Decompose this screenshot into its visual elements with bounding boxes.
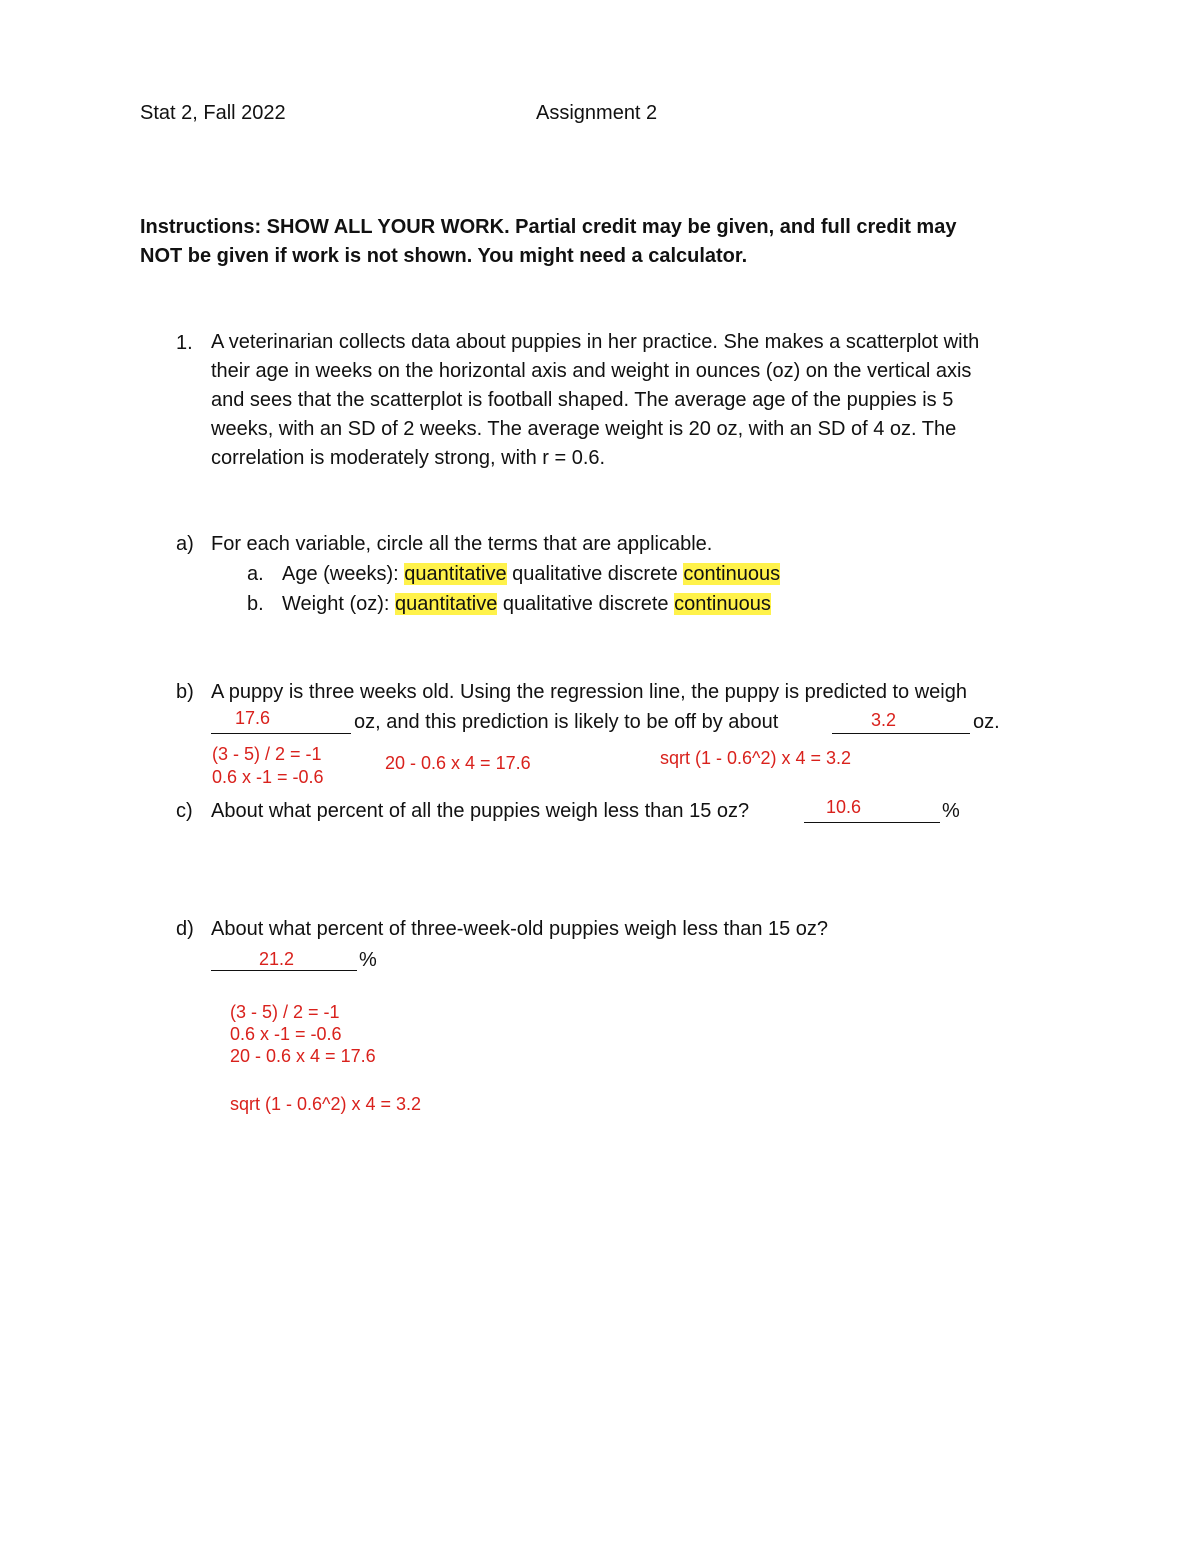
variable-name: Weight (oz): (282, 593, 390, 615)
variable-name: Age (weeks): (282, 563, 399, 585)
course-title: Stat 2, Fall 2022 (140, 102, 286, 124)
answer-blank-weight (211, 733, 351, 734)
answer-blank-percent-three-week (211, 970, 357, 971)
term-discrete: discrete (607, 563, 678, 585)
item-a-label: a. (247, 563, 264, 585)
part-b-line-1: A puppy is three weeks old. Using the regression line, the puppy is predicted to weigh (211, 681, 967, 703)
work-z-score: (3 - 5) / 2 = -1 (212, 744, 322, 764)
term-continuous-highlighted: continuous (674, 593, 771, 615)
work-line: (3 - 5) / 2 = -1 (230, 1002, 340, 1022)
part-b-label: b) (176, 681, 194, 703)
age-variable-row (282, 562, 780, 586)
assignment-title: Assignment 2 (536, 102, 658, 124)
part-a-prompt: For each variable, circle all the terms that are applicable. (211, 533, 713, 555)
part-a-label: a) (176, 533, 194, 555)
answer-percent-three-week: 21.2 (259, 949, 295, 969)
term-quantitative-highlighted: quantitative (404, 563, 507, 585)
term-quantitative-highlighted: quantitative (395, 593, 498, 615)
answer-blank-error (832, 733, 970, 734)
answer-error: 3.2 (871, 710, 897, 730)
question-1-line: weeks, with an SD of 2 weeks. The average weight is 20 oz, with an SD of 4 oz. The (211, 418, 957, 440)
part-d-prompt: About what percent of three-week-old puppies weigh less than 15 oz? (211, 918, 829, 940)
answer-percent-all: 10.6 (826, 797, 862, 817)
answer-weight: 17.6 (235, 708, 271, 728)
term-qualitative: qualitative (512, 563, 603, 585)
part-c-prompt: About what percent of all the puppies weigh less than 15 oz? (211, 800, 750, 822)
part-b-mid-text: oz, and this prediction is likely to be off by about (354, 711, 779, 733)
work-predicted-z: 0.6 x -1 = -0.6 (212, 767, 324, 787)
question-1-text (211, 328, 1071, 473)
instructions-line-2: NOT be given if work is not shown. You might need a calculator. (140, 245, 748, 267)
weight-variable-row (282, 592, 771, 616)
instructions-line-1: Instructions: SHOW ALL YOUR WORK. Partial credit may be given, and full credit may (140, 216, 957, 238)
term-discrete: discrete (598, 593, 669, 615)
item-b-label: b. (247, 593, 264, 615)
question-1-line: correlation is moderately strong, with r = 0.6. (211, 447, 606, 469)
part-d-label: d) (176, 918, 194, 940)
term-continuous-highlighted: continuous (683, 563, 781, 585)
question-1-line: A veterinarian collects data about puppies in her practice. She makes a scatterplot with (211, 331, 980, 353)
part-c-label: c) (176, 800, 193, 822)
part-b-end-text: oz. (973, 711, 1000, 733)
work-predicted-weight: 20 - 0.6 x 4 = 17.6 (385, 753, 531, 773)
question-1-line: their age in weeks on the horizontal axis and weight in ounces (oz) on the vertical axis (211, 360, 972, 382)
term-qualitative: qualitative (502, 593, 593, 615)
question-1-line: and sees that the scatterplot is football shaped. The average age of the puppies is 5 (211, 389, 954, 411)
question-number: 1. (176, 332, 193, 354)
work-line: 0.6 x -1 = -0.6 (230, 1024, 342, 1044)
part-d-percent-sign: % (359, 949, 377, 971)
part-c-percent-sign: % (942, 800, 960, 822)
answer-blank-percent-all (804, 822, 940, 823)
work-line: sqrt (1 - 0.6^2) x 4 = 3.2 (230, 1094, 422, 1114)
work-line: 20 - 0.6 x 4 = 17.6 (230, 1046, 376, 1066)
work-rms-error: sqrt (1 - 0.6^2) x 4 = 3.2 (660, 748, 852, 768)
